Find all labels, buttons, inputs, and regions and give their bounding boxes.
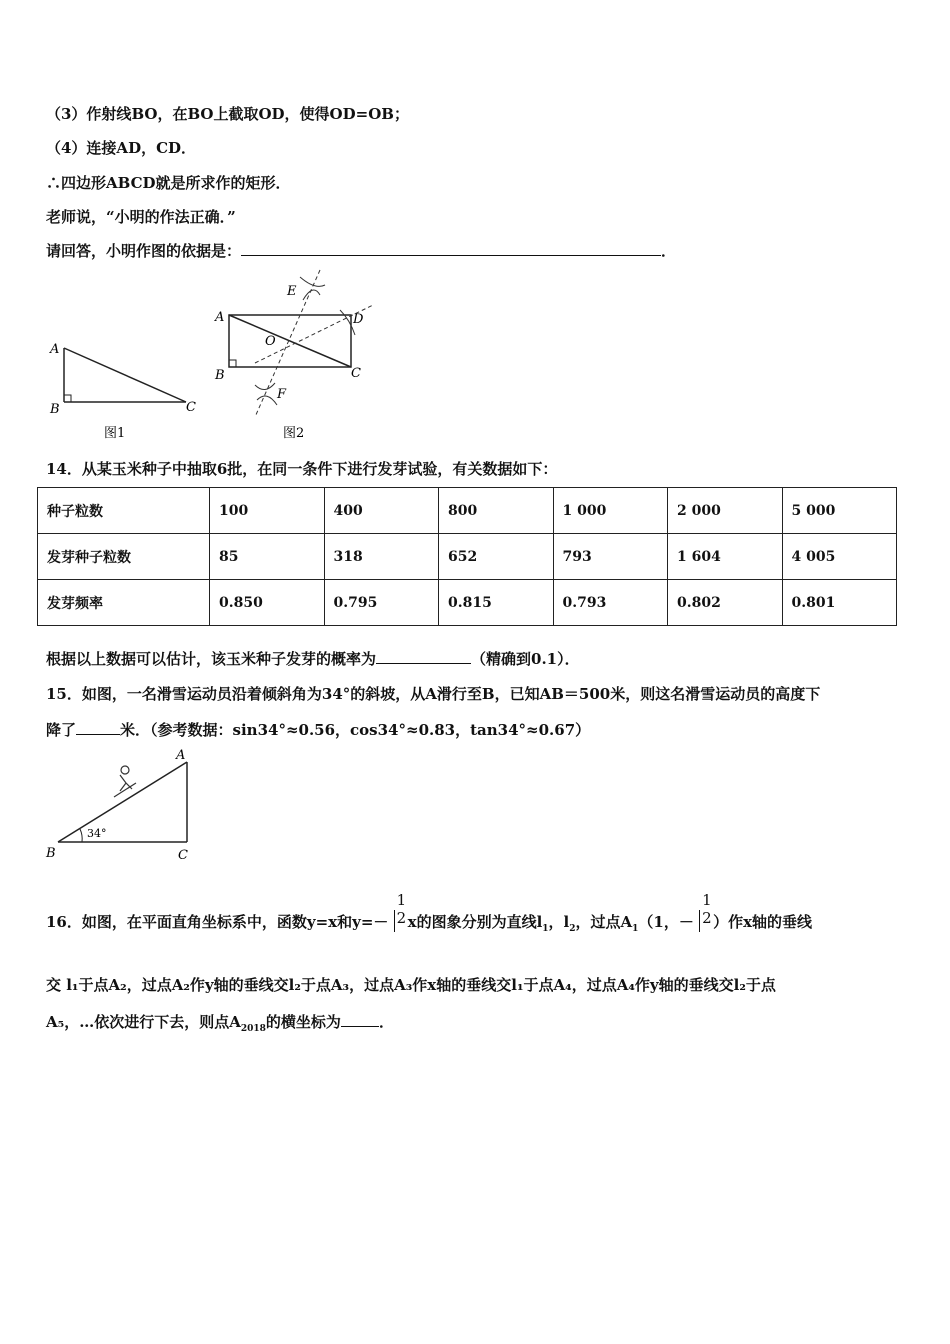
table-row [38, 488, 897, 534]
q14-answer-blank[interactable] [376, 649, 471, 664]
slope-angle-label: 34° [87, 827, 107, 840]
q15-line2-post: 米．（参考数据：sin34°≈0.56，cos34°≈0.83，tan34°≈0.67） [120, 721, 591, 739]
q16-part1: 16．如图，在平面直角坐标系中，函数y=x和y=－ [46, 913, 389, 931]
q16-part5: ，过点A [575, 913, 633, 931]
q16-part2: x的图象 [407, 913, 462, 931]
q14-answer-line [46, 648, 580, 669]
q15-answer-blank[interactable] [76, 720, 120, 735]
q16-part6: （1，－ [638, 913, 694, 931]
frac1-den: 2 [396, 909, 407, 927]
fig2-caption: 图2 [283, 426, 305, 441]
q14-answer-post: （精确到0.1）． [471, 650, 580, 668]
slope-label-a: A [176, 748, 186, 763]
fig1-label-a: A [50, 342, 60, 357]
conclusion-text: ∴四边形ABCD就是所求作的矩形． [46, 174, 291, 192]
table-cell: 400 [324, 488, 439, 534]
step-3-text: （3）作射线BO，在BO上截取OD，使得OD=OB； [46, 105, 409, 123]
table-row-header: 种子粒数 [38, 488, 210, 534]
q16-sub3: 1 [632, 924, 639, 934]
table-cell: 0.795 [324, 580, 439, 626]
fig1-label-c: C [186, 400, 196, 415]
table-cell: 2 000 [668, 488, 783, 534]
germination-table [37, 487, 897, 626]
fraction-half-2 [699, 891, 713, 933]
q15-line2-pre: 降了 [46, 721, 77, 739]
q16-line3-sub: 2018 [240, 1024, 266, 1034]
fig2-label-b: B [215, 368, 225, 383]
table-row-header: 发芽频率 [38, 580, 210, 626]
q14-answer-pre: 根据以上数据可以估计，该玉米种子发芽的概率为 [46, 650, 377, 668]
q16-line1 [46, 891, 813, 934]
frac2-bar [699, 910, 700, 932]
q16-answer-blank[interactable] [341, 1012, 379, 1027]
q15-line2 [46, 719, 590, 740]
fig1-label-b: B [50, 402, 60, 417]
table-cell: 0.850 [210, 580, 325, 626]
q16-part7: ）作x轴的垂线 [713, 913, 813, 931]
slope-label-c: C [178, 848, 188, 863]
table-row [38, 534, 897, 580]
q16-sub1: 1 [542, 924, 549, 934]
slope-label-b: B [46, 846, 56, 861]
table-cell: 0.801 [782, 580, 897, 626]
q16-line3-post: 的横坐标为 [265, 1013, 341, 1031]
frac2-den: 2 [702, 909, 712, 927]
table-cell: 800 [439, 488, 554, 534]
fig2-label-d: D [353, 312, 364, 327]
q16-line3-end: ． [378, 1013, 394, 1031]
q16-line2: 交 l₁于点A₂，过点A₂作y轴的垂线交l₂于点A₃，过点A₃作x轴的垂线交l₁于点A₄，过点A₄作y轴的垂线交l₂于点 [46, 976, 776, 994]
table-row-header: 发芽种子粒数 [38, 534, 210, 580]
frac2-num: 1 [702, 891, 712, 909]
fraction-half-1 [394, 891, 408, 933]
fig2-label-c: C [351, 366, 361, 381]
table-cell: 85 [210, 534, 325, 580]
teacher-comment: 老师说，“小明的作法正确．” [46, 208, 236, 226]
figure-1 [40, 335, 210, 445]
frac1-num: 1 [396, 891, 407, 909]
table-cell: 1 604 [668, 534, 783, 580]
table-cell: 0.793 [553, 580, 668, 626]
answer-blank[interactable] [241, 241, 661, 256]
figure-2 [205, 265, 385, 445]
question-text: 请回答，小明作图的依据是： [46, 242, 242, 260]
table-cell: 0.815 [439, 580, 554, 626]
fig2-label-f: F [277, 387, 287, 402]
q16-part3: 分别为直线l [461, 913, 543, 931]
q16-sub2: 2 [569, 924, 576, 934]
skier-icon [114, 766, 136, 797]
table-cell: 100 [210, 488, 325, 534]
fig1-caption: 图1 [104, 426, 126, 441]
table-cell: 652 [439, 534, 554, 580]
figure-slope [40, 745, 210, 865]
table-cell: 1 000 [553, 488, 668, 534]
q14-stem: 14．从某玉米种子中抽取6批，在同一条件下进行发芽试验，有关数据如下： [46, 460, 558, 478]
table-cell: 4 005 [782, 534, 897, 580]
step-4-text: （4）连接AD，CD． [46, 139, 197, 157]
table-cell: 5 000 [782, 488, 897, 534]
frac1-bar [394, 910, 395, 932]
q16-line3 [46, 1011, 394, 1034]
q16-line3-pre: A₅，…依次进行下去，则点A [46, 1013, 241, 1031]
table-row [38, 580, 897, 626]
q16-part4: ，l [548, 913, 570, 931]
fig2-label-o: O [265, 334, 276, 349]
fig2-label-e: E [287, 284, 297, 299]
fig2-label-a: A [215, 310, 225, 325]
question-end: ． [661, 242, 677, 260]
table-cell: 793 [553, 534, 668, 580]
question-line [46, 240, 676, 261]
table-cell: 0.802 [668, 580, 783, 626]
table-cell: 318 [324, 534, 439, 580]
q15-line1: 15．如图，一名滑雪运动员沿着倾斜角为34°的斜坡，从A滑行至B，已知AB＝500米，则这名滑雪运动员的高度下 [46, 685, 821, 703]
